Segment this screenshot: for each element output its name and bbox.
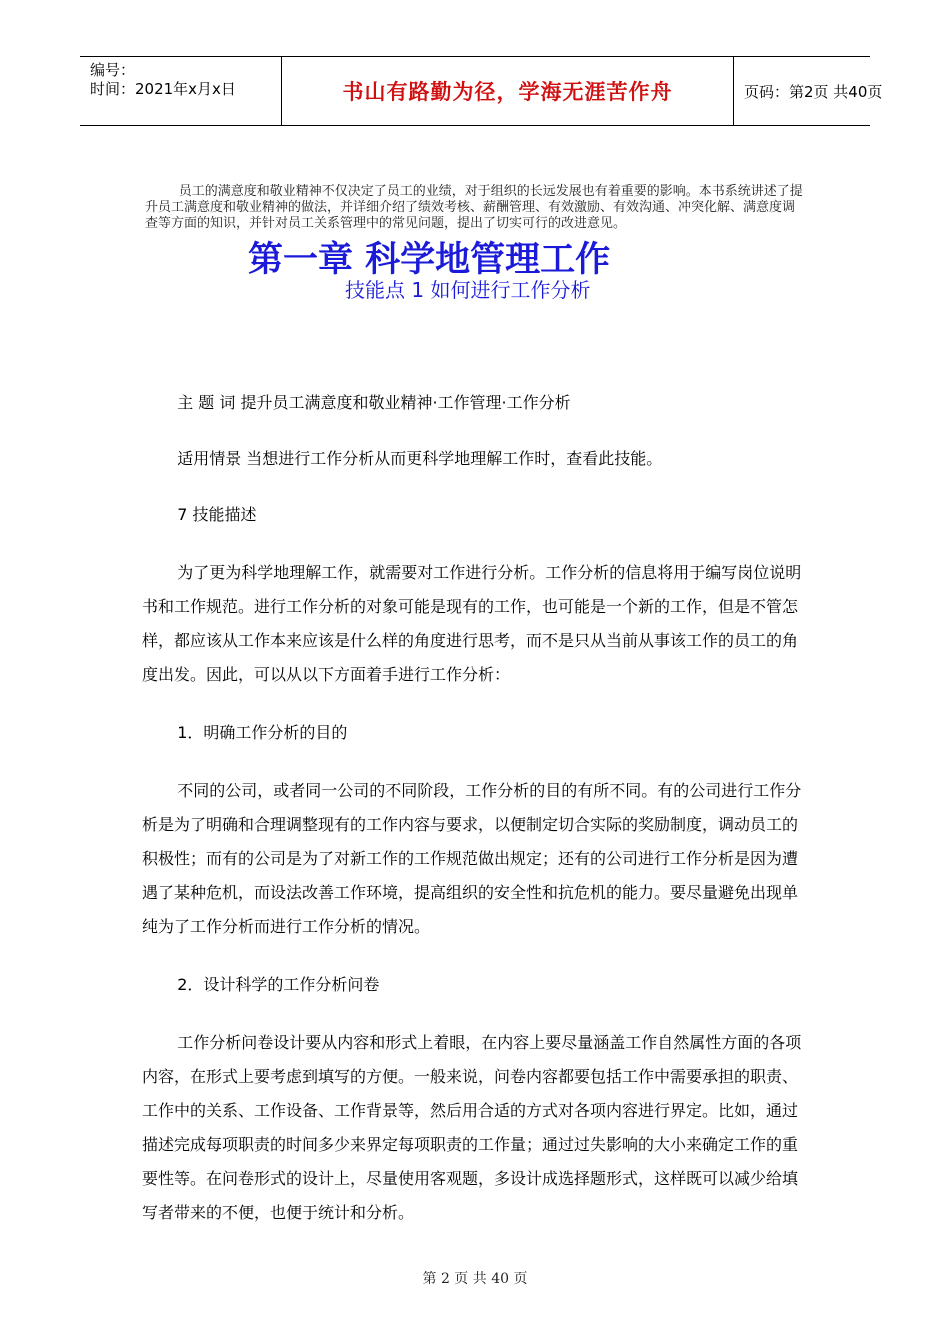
heading-1: 1．明确工作分析的目的 (177, 723, 348, 742)
situation-line (142, 442, 806, 476)
time-label: 时间：2021年x月x日 (90, 80, 236, 98)
intro-block (145, 184, 805, 232)
chapter-title: 第一章 科学地管理工作 (248, 240, 611, 280)
serial-label: 编号： (90, 61, 136, 79)
heading-2-line (142, 968, 806, 1002)
skill-desc-line (142, 498, 806, 532)
page-footer: 第 2 页 共 40 页 (422, 1271, 528, 1287)
document-header (80, 56, 883, 126)
header-page-label: 页码：第2页 共40页 (744, 82, 883, 101)
para2-text: 不同的公司，或者同一公司的不同阶段，工作分析的目的有所不同。有的公司进行工作分析是为了明确和合理调整现有的工作内容与要求，以便制定切合实际的奖励制度，调动员工的积极性；而有的公司是为了对新工作的工作规范做出规定；还有的公司进行工作分析是因为遭遇了某种危机，而设法改善工作环境，提高组织的安全性和抗危机的能力。要尽量避免出现单纯为了工作分析而进行工作分析的情况。 (142, 781, 802, 936)
header-motto: 书山有路勤为径，学海无涯苦作舟 (282, 57, 734, 125)
heading-2: 2．设计科学的工作分析问卷 (177, 975, 380, 994)
paragraph-1 (142, 556, 806, 692)
header-meta (80, 57, 282, 125)
paragraph-3 (142, 1026, 806, 1230)
situation: 适用情景 当想进行工作分析从而更科学地理解工作时，查看此技能。 (177, 449, 663, 468)
skill-title: 技能点 1 如何进行工作分析 (345, 278, 591, 302)
keywords: 主 题 词 提升员工满意度和敬业精神·工作管理·工作分析 (177, 393, 571, 412)
paragraph-2 (142, 774, 806, 944)
heading-1-line (142, 716, 806, 750)
keywords-line (142, 386, 806, 420)
skill-desc-heading: 7 技能描述 (177, 505, 257, 524)
para3-text: 工作分析问卷设计要从内容和形式上着眼，在内容上要尽量涵盖工作自然属性方面的各项内容，在形式上要考虑到填写的方便。一般来说，问卷内容都要包括工作中需要承担的职责、工作中的关系、工作设备、工作背景等，然后用合适的方式对各项内容进行界定。比如，通过描述完成每项职责的时间多少来界定每项职责的工作量；通过过失影响的大小来确定工作的重要性等。在问卷形式的设计上，尽量使用客观题，多设计成选择题形式，这样既可以减少给填写者带来的不便，也便于统计和分析。 (142, 1033, 802, 1222)
intro-text: 员工的满意度和敬业精神不仅决定了员工的业绩，对于组织的长远发展也有着重要的影响。本书系统讲述了提升员工满意度和敬业精神的做法，并详细介绍了绩效考核、薪酬管理、有效激励、有效沟通、冲突化解、满意度调查等方面的知识，并针对员工关系管理中的常见问题，提出了切实可行的改进意见。 (145, 184, 803, 231)
para1-text: 为了更为科学地理解工作，就需要对工作进行分析。工作分析的信息将用于编写岗位说明书和工作规范。进行工作分析的对象可能是现有的工作，也可能是一个新的工作，但是不管怎样，都应该从工作本来应该是什么样的角度进行思考，而不是只从当前从事该工作的员工的角度出发。因此，可以从以下方面着手进行工作分析： (142, 563, 802, 684)
